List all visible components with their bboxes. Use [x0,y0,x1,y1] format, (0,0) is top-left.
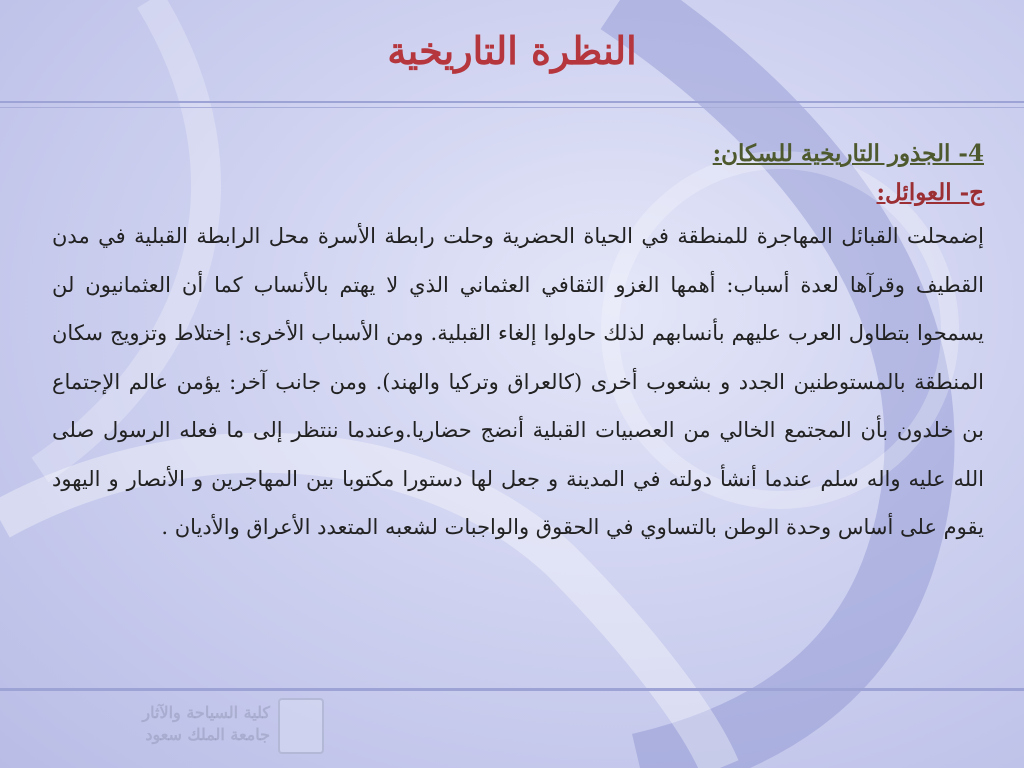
university-logo-watermark [278,698,324,754]
slide-content [52,140,984,552]
section-subheading: ج- العوائل: [876,179,984,206]
title-divider-thin [0,107,1024,108]
footer-divider [0,688,1024,691]
watermark-line-1: كلية السياحة والآثار [142,703,270,722]
watermark-line-2: جامعة الملك سعود [145,725,270,744]
section-heading: 4- الجذور التاريخية للسكان: [712,140,984,167]
title-divider [0,101,1024,103]
body-paragraph: إضمحلت القبائل المهاجرة للمنطقة في الحياة الحضرية وحلت رابطة الأسرة محل الرابطة القبلية في مدن القطيف وقرآها لعدة أسباب: أهمها الغزو الثقافي العثماني الذي لا يهتم بالأنساب كما أن العثمانيون لن يسمحوا بتطاول العرب عليهم بأنسابهم لذلك حاولوا إلغاء القبلية. ومن الأسباب الأخرى: إختلاط وتزويج سكان المنطقة بالمستوطنين الجدد و بشعوب أخرى (كالعراق وتركيا والهند). ومن جانب آخر: يؤمن عالم الإجتماع بن خلدون بأن المجتمع الخالي من العصبيات القبلية أنضج حضاريا.وعندما ننتظر إلى ما فعله الرسول صلى الله عليه واله سلم عندما أنشأ دولته في المدينة و جعل لها دستورا مكتوبا بين المهاجرين و الأنصار و اليهود يقوم على أساس وحدة الوطن بالتساوي في الحقوق والواجبات لشعبه المتعدد الأعراق والأديان . [52,224,984,539]
slide-title: النظرة التاريخية [387,28,637,73]
footer-watermark-text [80,702,270,746]
